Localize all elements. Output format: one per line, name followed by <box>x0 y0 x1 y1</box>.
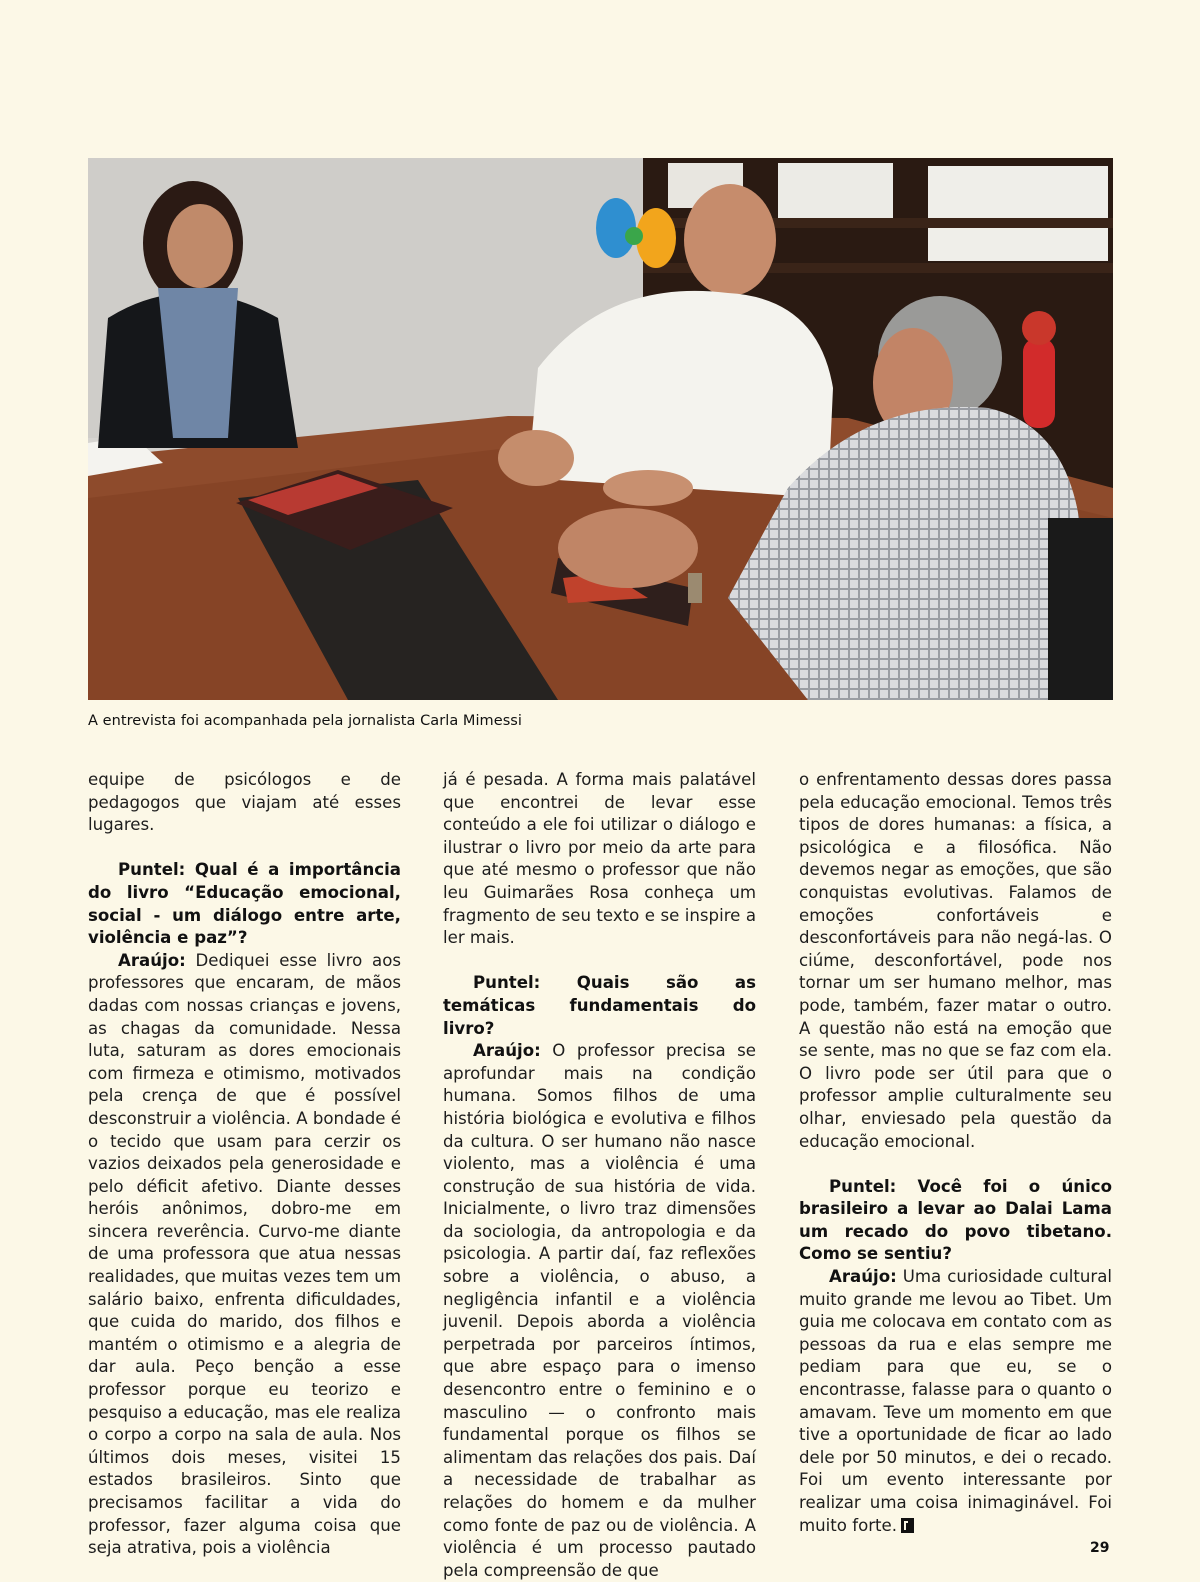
speaker-label: Araújo: <box>829 1267 897 1287</box>
column-2 <box>443 769 756 1582</box>
question-heading: Puntel: Quais são as temáticas fundamentais do livro? <box>443 973 756 1038</box>
photo-caption: A entrevista foi acompanhada pela jornalista Carla Mimessi <box>88 713 522 729</box>
speaker-label: Araújo: <box>473 1041 541 1061</box>
answer-paragraph: Araújo: O professor precisa se aprofundar mais na condição humana. Somos filhos de uma história biológica e evolutiva e filhos da cultura. O ser humano não nasce violento, mas a violência é uma construção de sua história de vida. Inicialmente, o livro traz dimensões da sociologia, da antropologia e da psicologia. A partir daí, faz reflexões sobre a violência, o abuso, a negligência infantil e a violência juvenil. Depois aborda a violência perpetrada por parceiros íntimos, que abre espaço para o imenso desencontro entre o feminino e o masculino — o confronto mais fundamental porque os filhos se alimentam das relações dos pais. Daí a necessidade de trabalhar as relações do homem e da mulher como fonte de paz ou de violência. A violência é um processo pautado pela compreensão de que <box>443 1041 756 1580</box>
question-heading: Puntel: Qual é a importância do livro “Educação emocional, social - um diálogo entre arte, violência e paz”? <box>88 860 401 948</box>
column-1 <box>88 769 401 1560</box>
paragraph: o enfrentamento dessas dores passa pela educação emocional. Temos três tipos de dores humanas: a física, a psicológica e a filosófica. Não devemos negar as emoções, que são conquistas evolutivas. Falamos de emoções confortáveis e desconfortáveis para não negá-las. O ciúme, desconfortável, pode nos tornar um ser humano melhor, mas pode, também, fazer matar o outro. A questão não está na emoção que se sente, mas no que se faz com ela. O livro pode ser útil para que o professor amplie culturalmente seu olhar, enviesado pela questão da educação emocional. <box>799 770 1112 1151</box>
interview-photo <box>88 158 1113 700</box>
page-number: 29 <box>1090 1540 1110 1556</box>
answer-paragraph: Araújo: Uma curiosidade cultural muito grande me levou ao Tibet. Um guia me colocava em contato com as pessoas da rua e elas sempre me pediam para que eu, se o encontrasse, falasse para o quanto o amavam. Teve um momento em que tive a oportunidade de ficar ao lado dele por 50 minutos, e dei o recado. Foi um evento interessante por realizar uma coisa inimaginável. Foi muito forte. <box>799 1267 1112 1535</box>
answer-paragraph: Araújo: Dediquei esse livro aos professores que encaram, de mãos dadas com nossas crianças e jovens, as chagas da comunidade. Nessa luta, saturam as dores emocionais com firmeza e otimismo, motivados pela crença de que é possível desconstruir a violência. A bondade é o tecido que usam para cerzir os vazios deixados pela generosidade e pelo déficit afetivo. Diante desses heróis anônimos, dobro-me em sincera reverência. Curvo-me diante de uma professora que atua nessas realidades, que muitas vezes tem um salário baixo, enfrenta dificuldades, que cuida do marido, dos filhos e mantém o otimismo e a alegria de dar aula. Peço benção a esse professor porque eu teorizo e pesquiso a educação, mas ele realiza o corpo a corpo na sala de aula. Nos últimos dois meses, visitei 15 estados brasileiros. Sinto que precisamos facilitar a vida do professor, fazer alguma coisa que seja atrativa, pois a violência <box>88 950 401 1558</box>
end-of-article-icon <box>901 1518 914 1533</box>
speaker-label: Araújo: <box>118 950 186 970</box>
paragraph: já é pesada. A forma mais palatável que encontrei de levar esse conteúdo a ele foi utilizar o diálogo e ilustrar o livro por meio da arte para que até mesmo o professor que não leu Guimarães Rosa conheça um fragmento de seu texto e se inspire a ler mais. <box>443 770 756 948</box>
question-heading: Puntel: Você foi o único brasileiro a levar ao Dalai Lama um recado do povo tibetano. Como se sentiu? <box>799 1176 1112 1264</box>
column-3 <box>799 769 1112 1537</box>
paragraph: equipe de psicólogos e de pedagogos que viajam até esses lugares. <box>88 770 401 835</box>
